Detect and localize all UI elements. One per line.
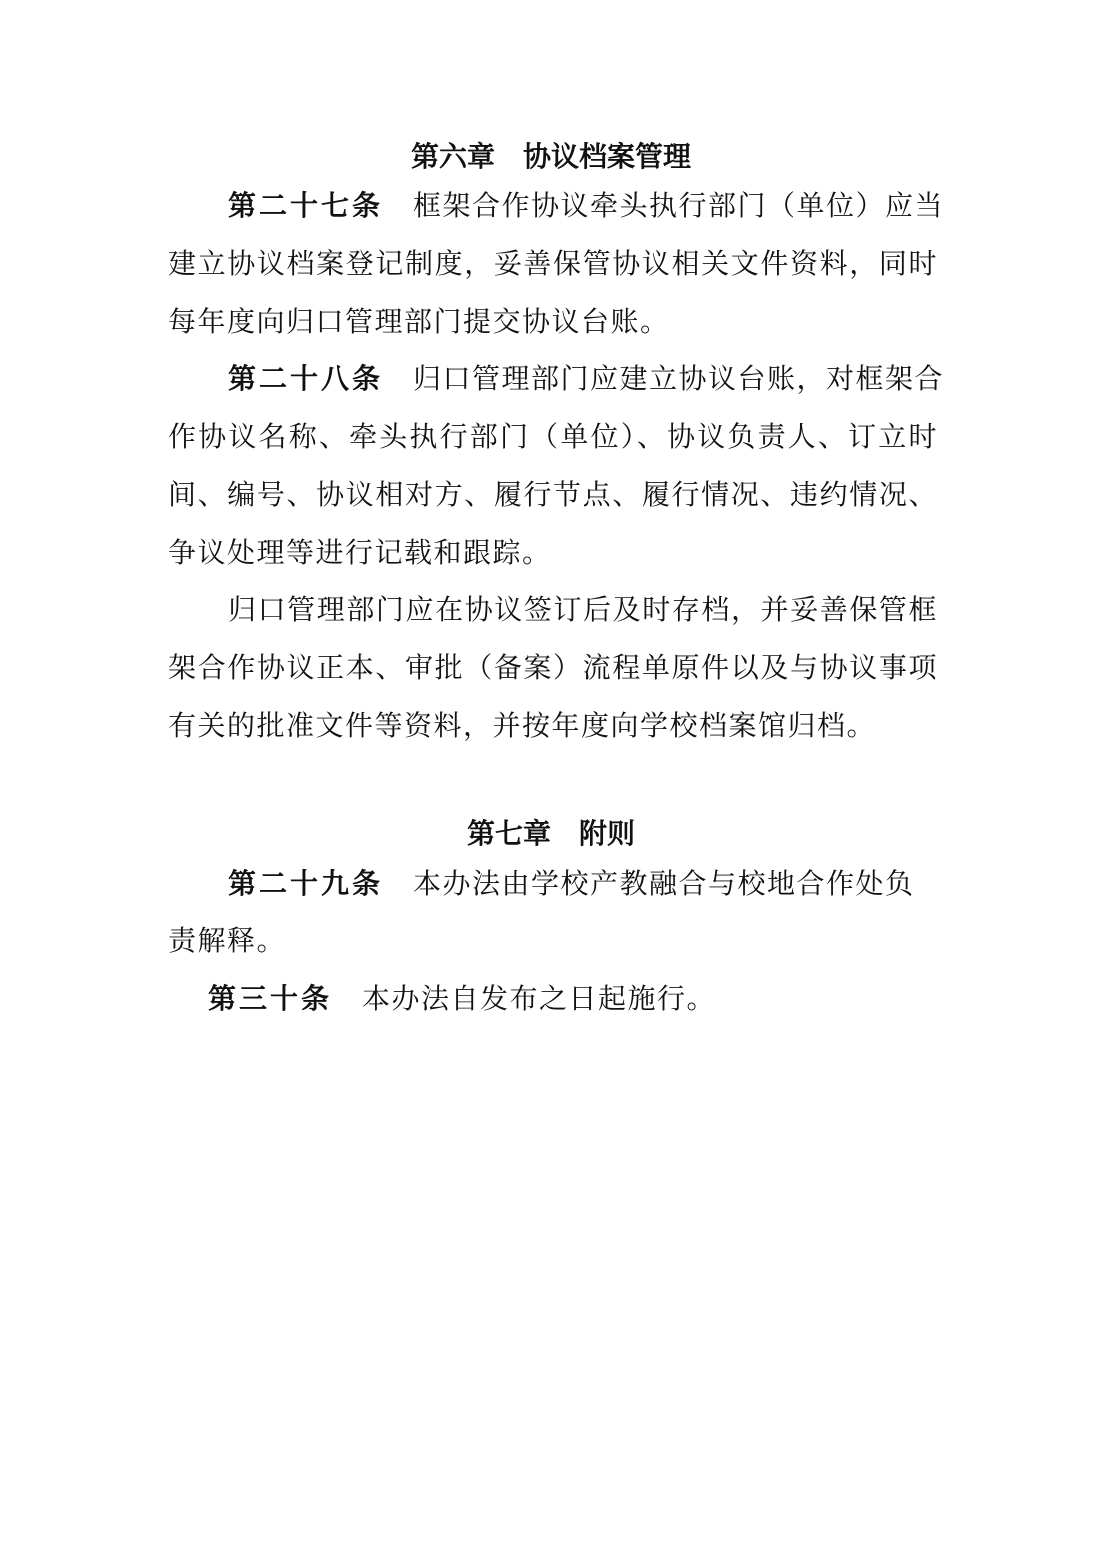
article-30-text-1: 本办法自发布之日起施行。 — [362, 982, 717, 1015]
article-29-line-1 — [228, 864, 938, 904]
article-30-line-1 — [208, 979, 938, 1019]
article-30-label: 第三十条 — [208, 982, 333, 1015]
article-28-label: 第二十八条 — [228, 362, 384, 395]
article-27-line-1 — [228, 186, 945, 226]
article-27-text-1: 框架合作协议牵头执行部门（单位）应当 — [413, 189, 945, 222]
article-28-line-3: 间、编号、协议相对方、履行节点、履行情况、违约情况、 — [168, 478, 938, 511]
article-27-line-3: 每年度向归口管理部门提交协议台账。 — [168, 305, 670, 338]
article-28-line-4: 争议处理等进行记载和跟踪。 — [168, 536, 552, 569]
article-28-para2-line-2: 架合作协议正本、审批（备案）流程单原件以及与协议事项 — [168, 651, 938, 684]
article-28-text-1: 归口管理部门应建立协议台账，对框架合 — [413, 362, 945, 395]
article-29-label: 第二十九条 — [228, 867, 384, 900]
chapter-6-title: 第六章 协议档案管理 — [410, 140, 691, 173]
article-28-line-1 — [228, 359, 945, 399]
chapter-7-title: 第七章 附则 — [466, 817, 635, 850]
article-29-text-1: 本办法由学校产教融合与校地合作处负 — [413, 867, 915, 900]
article-27-line-2: 建立协议档案登记制度，妥善保管协议相关文件资料，同时 — [168, 247, 938, 280]
article-27-label: 第二十七条 — [228, 189, 384, 222]
article-28-para2-line-3: 有关的批准文件等资料，并按年度向学校档案馆归档。 — [168, 709, 877, 742]
article-28-line-2: 作协议名称、牵头执行部门（单位）、协议负责人、订立时 — [168, 420, 938, 453]
article-29-line-2: 责解释。 — [168, 924, 287, 957]
article-28-para2-line-1: 归口管理部门应在协议签订后及时存档，并妥善保管框 — [228, 593, 938, 626]
